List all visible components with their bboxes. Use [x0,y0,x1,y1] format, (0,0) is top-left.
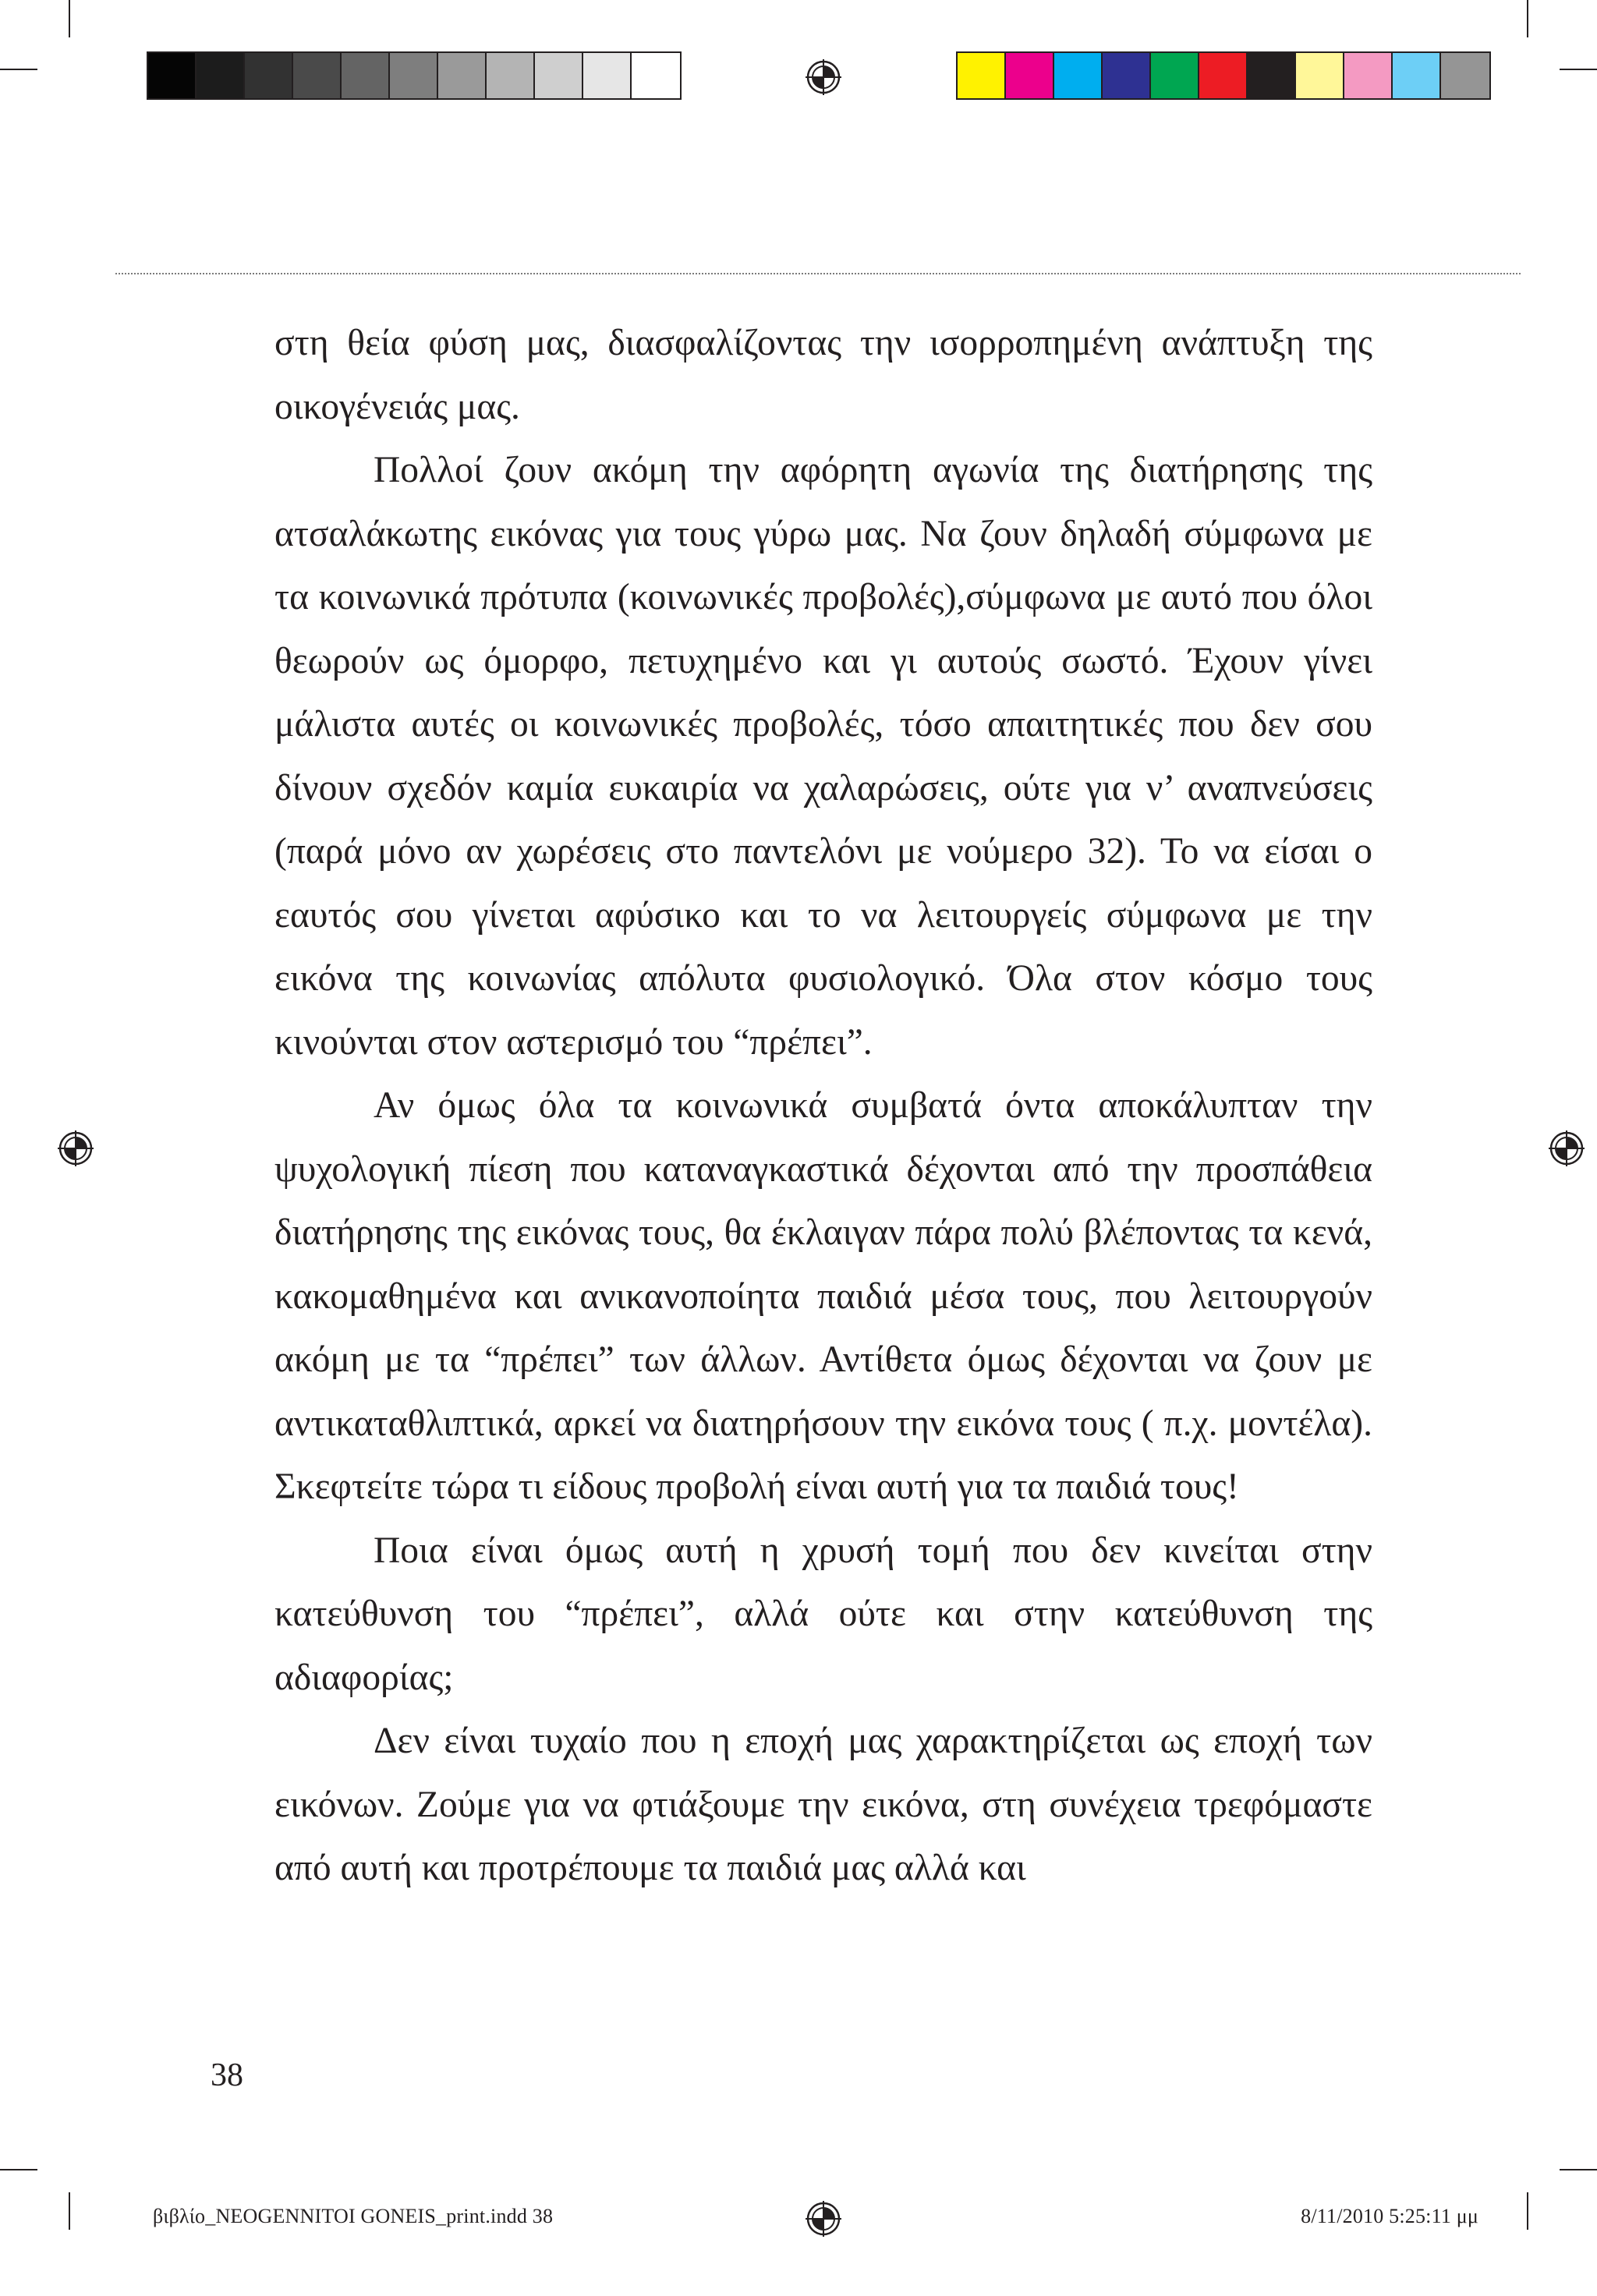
color-swatch [438,53,487,98]
color-swatch [1054,53,1103,98]
grayscale-color-bar [147,51,682,100]
registration-target-icon [1549,1130,1585,1166]
color-swatch [583,53,632,98]
crop-mark [1527,0,1528,37]
body-text [274,312,1372,1901]
page-number: 38 [211,2057,243,2093]
crop-mark [0,2169,37,2170]
color-swatch [197,53,245,98]
color-swatch [293,53,342,98]
color-swatch [1344,53,1393,98]
crop-mark [0,69,37,70]
paragraph: στη θεία φύση μας, διασφαλίζοντας την ισορροπημένη ανάπτυξη της οικογένειάς μας. [274,323,1372,427]
paragraph: Πολλοί ζουν ακόμη την αφόρητη αγωνία της διατήρησης της ατσαλάκωτης εικόνας για τους γύρω μας. Να ζουν δηλαδή σύμφωνα με τα κοινωνικά πρότυπα (κοινωνικές προβολές),σύμφωνα με αυτό που όλοι θεωρούν ως όμορφο, πετυχημένο και γι αυτούς σωστό. Έχουν γίνει μάλιστα αυτές οι κοινωνικές προβολές, τόσο απαιτητικές που δεν σου δίνουν σχεδόν καμία ευκαιρία να χαλαρώσεις, ούτε για ν’ αναπνεύσεις (παρά μόνο αν χωρέσεις στο παντελόνι με νούμερο 32). Το να είσαι ο εαυτός σου γίνεται αφύσικο και το να λειτουργείς σύμφωνα με την εικόνα της κοινωνίας απόλυτα φυσιολογικό. Όλα στον κόσμο τους κινούνται στον αστερισμό του “πρέπει”. [274,450,1372,1063]
crop-mark [1560,2169,1597,2170]
slug-timestamp: 8/11/2010 5:25:11 μμ [1301,2205,1478,2227]
color-swatch [535,53,583,98]
color-swatch [1199,53,1248,98]
crop-mark [1560,69,1597,70]
color-swatch [1006,53,1054,98]
color-swatch [958,53,1006,98]
registration-target-icon [58,1130,94,1166]
crop-mark [1527,2192,1528,2230]
crop-mark [69,2192,70,2230]
color-swatch [148,53,197,98]
color-swatch [632,53,680,98]
color-swatch [1151,53,1199,98]
color-swatch [1103,53,1151,98]
color-swatch [1248,53,1296,98]
color-swatch [390,53,438,98]
process-color-bar [956,51,1491,100]
crop-mark [69,0,70,37]
registration-target-icon [806,2201,841,2237]
color-swatch [245,53,293,98]
color-swatch [342,53,390,98]
paragraph: Ποια είναι όμως αυτή η χρυσή τομή που δεν κινείται στην κατεύθυνση του “πρέπει”, αλλά ούτε και στην κατεύθυνση της αδιαφορίας; [274,1530,1372,1698]
registration-target-icon [806,59,841,95]
color-swatch [487,53,535,98]
color-swatch [1393,53,1441,98]
slug-file-name: βιβλίο_NEOGENNITOI GONEIS_print.indd 38 [153,2205,554,2227]
color-swatch [1296,53,1344,98]
paragraph: Δεν είναι τυχαίο που η εποχή μας χαρακτηρίζεται ως εποχή των εικόνων. Ζούμε για να φτιάξουμε την εικόνα, στη συνέχεια τρεφόμαστε από αυτή και προτρέπουμε τα παιδιά μας αλλά και [274,1721,1372,1888]
paragraph: Αν όμως όλα τα κοινωνικά συμβατά όντα αποκάλυπταν την ψυχολογική πίεση που καταναγκαστικά δέχονται από την προσπάθεια διατήρησης της εικόνας τους, θα έκλαιγαν πάρα πολύ βλέποντας τα κενά, κακομαθημένα και ανικανοποίητα παιδιά μέσα τους, που λειτουργούν ακόμη με τα “πρέπει” των άλλων. Αντίθετα όμως δέχονται να ζουν με αντικαταθλιπτικά, αρκεί να διατηρήσουν την εικόνα τους ( π.χ. μοντέλα). Σκεφτείτε τώρα τι είδους προβολή είναι αυτή για τα παιδιά τους! [274,1085,1372,1507]
dotted-rule [115,273,1521,274]
color-swatch [1441,53,1489,98]
